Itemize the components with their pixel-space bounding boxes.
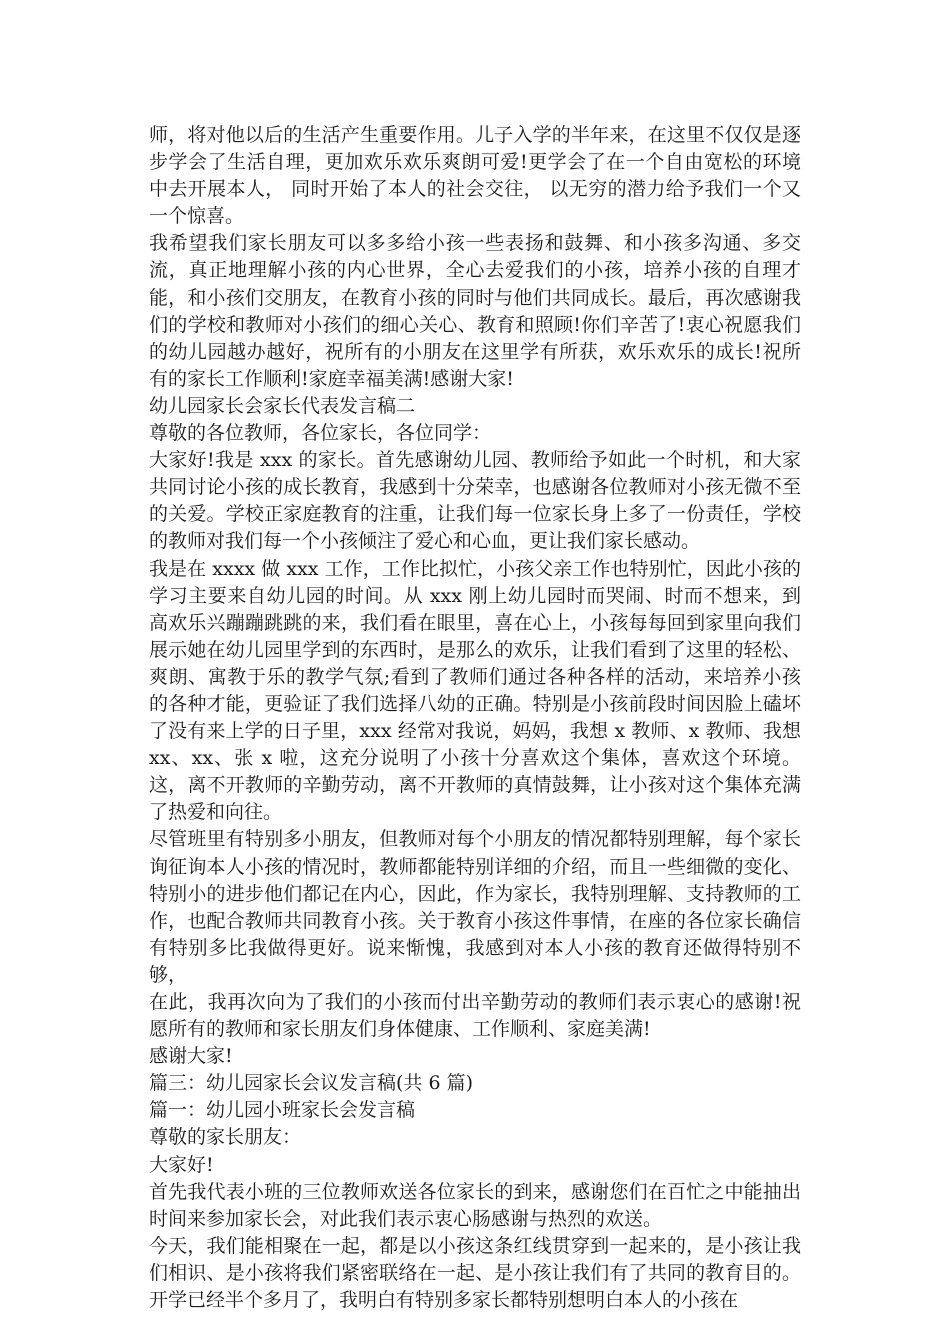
paragraph: 尽管班里有特别多小朋友，但教师对每个小朋友的情况都特别理解，每个家长询征询本人小孩的情况时，教师都能特别详细的介绍，而且一些细微的变化、特别小的进步他们都记在内心，因此，作为家长，我特别理解、支持教师的工作，也配合教师共同教育小孩。关于教育小孩这件事情，在座的各位家长确信有特别多比我做得更好。说来惭愧，我感到对本人小孩的教育还做得特别不够， — [149, 828, 801, 986]
closing-line: 感谢大家! — [149, 1045, 233, 1068]
paragraph: 今天，我们能相聚在一起，都是以小孩这条红线贯穿到一起来的，是小孩让我们相识、是小孩将我们紧密联络在一起、是小孩让我们有了共同的教育目的。开学已经半个多月了，我明白有特别多家长都特别想明白本人的小孩在 — [149, 1234, 801, 1312]
document-body — [149, 122, 801, 1314]
paragraph: 大家好!我是 xxx 的家长。首先感谢幼儿园、教师给予如此一个时机，和大家共同讨论小孩的成长教育，我感到十分荣幸，也感谢各位教师对小孩无微不至的关爱。学校正家庭教育的注重，让我们每一位家长身上多了一份责任，学校的教师对我们每一个小孩倾注了爱心和心血，更让我们家长感动。 — [149, 449, 801, 553]
paragraph: 首先我代表小班的三位教师欢送各位家长的到来，感谢您们在百忙之中能抽出时间来参加家长会，对此我们表示衷心肠感谢与热烈的欢送。 — [149, 1180, 801, 1230]
paragraph: 我希望我们家长朋友可以多多给小孩一些表扬和鼓舞、和小孩多沟通、多交流，真正地理解小孩的内心世界，全心去爱我们的小孩，培养小孩的自理才能，和小孩们交朋友，在教育小孩的同时与他们共同成长。最后，再次感谢我们的学校和教师对小孩们的细心关心、教育和照顾!你们辛苦了!衷心祝愿我们的幼儿园越办越好，祝所有的小朋友在这里学有所获，欢乐欢乐的成长!祝所有的家长工作顺利!家庭幸福美满!感谢大家! — [149, 232, 801, 390]
salutation: 尊敬的家长朋友： — [149, 1126, 302, 1149]
paragraph: 我是在 xxxx 做 xxx 工作，工作比拟忙，小孩父亲工作也特别忙，因此小孩的学习主要来自幼儿园的时间。从 xxx 刚上幼儿园时而哭闹、时而不想来，到高欢乐兴蹦蹦跳跳的来，我们看在眼里，喜在心上，小孩每每回到家里向我们展示她在幼儿园里学到的东西时，是那么的欢乐，让我们看到了这里的轻松、爽朗、寓教于乐的教学气氛;看到了教师们通过各种各样的活动，来培养小孩的各种才能，更验证了我们选择八幼的正确。特别是小孩前段时间因脸上磕坏了没有来上学的日子里，xxx 经常对我说，妈妈，我想 x 教师、x 教师、我想 xx、xx、张 x 啦，这充分说明了小孩十分喜欢这个集体，喜欢这个环境。这，离不开教师的辛勤劳动，离不开教师的真情鼓舞，让小孩对这个集体充满了热爱和向往。 — [149, 557, 801, 824]
section-heading: 幼儿园家长会家长代表发言稿二 — [149, 394, 416, 417]
section-heading: 篇一：幼儿园小班家长会发言稿 — [149, 1099, 416, 1122]
greeting-line: 大家好! — [149, 1153, 214, 1176]
salutation: 尊敬的各位教师，各位家长，各位同学： — [149, 422, 492, 445]
section-heading: 篇三：幼儿园家长会议发言稿(共 6 篇) — [149, 1072, 473, 1095]
paragraph: 师，将对他以后的生活产生重要作用。儿子入学的半年来，在这里不仅仅是逐步学会了生活自理，更加欢乐欢乐爽朗可爱!更学会了在一个自由宽松的环境中去开展本人， 同时开始了本人的社会交往， 以无穷的潜力给予我们一个又一个惊喜。 — [149, 124, 801, 228]
paragraph: 在此，我再次向为了我们的小孩而付出辛勤劳动的教师们表示衷心的感谢!祝愿所有的教师和家长朋友们身体健康、工作顺利、家庭美满! — [149, 991, 801, 1041]
